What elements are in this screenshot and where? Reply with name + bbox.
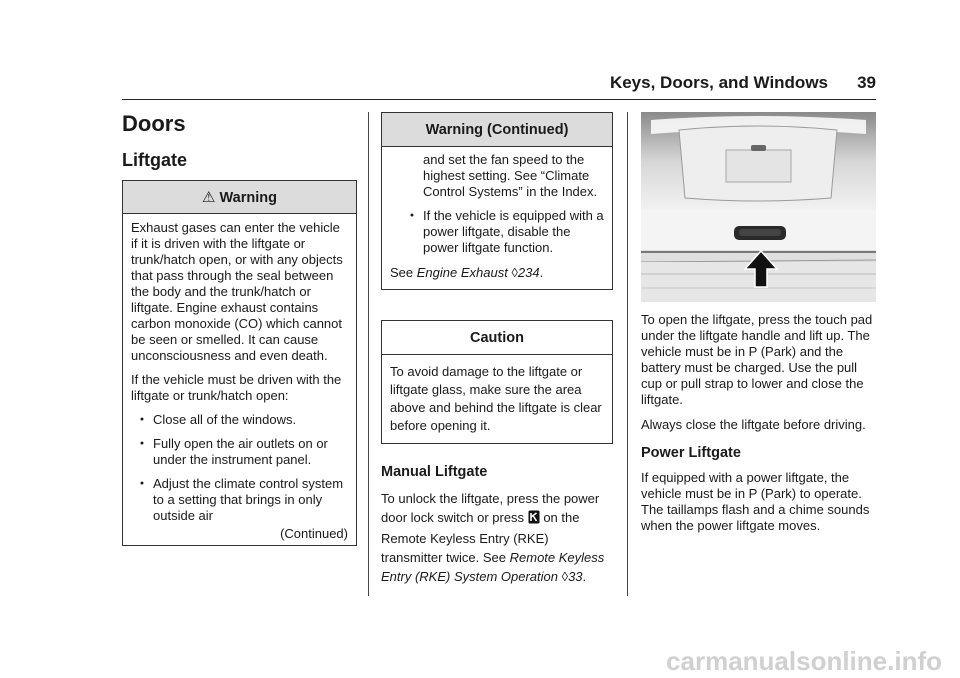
liftgate-photo <box>641 112 876 302</box>
page-ref-icon: ◊ <box>511 265 518 280</box>
warning-box <box>122 180 357 546</box>
unlock-key-icon <box>528 510 540 529</box>
caution-box <box>381 320 613 444</box>
power-liftgate-text: If equipped with a power liftgate, the vehicle must be in P (Park) to operate. The taillamps flash and a chime sounds when the power liftgate moves. <box>641 470 870 533</box>
up-arrow-icon <box>744 250 778 288</box>
list-item <box>131 412 348 428</box>
bullet-text: Fully open the air outlets on or under the instrument panel. <box>153 436 328 467</box>
bullet-icon: ● <box>139 416 145 423</box>
manual-liftgate-text <box>381 489 613 586</box>
see-reference <box>390 265 604 281</box>
see-page: 234 <box>517 265 540 280</box>
column-2 <box>381 112 613 586</box>
warning-continued-text: and set the fan speed to the highest setting. See “Climate Control Systems” in the Index. <box>423 152 598 199</box>
warning-paragraph-1: Exhaust gases can enter the vehicle if it is driven with the liftgate or trunk/hatch open, or with any objects that pass through the seal between the body and the trunk/hatch or liftgate. Engine exhaust contains carbon monoxide (CO) which cannot be seen or smelled. It can cause unconsciousness and even death. <box>131 220 343 363</box>
bullet-text: Adjust the climate control system to a setting that brings in only outside air <box>153 476 344 523</box>
rke-page: 33 <box>568 569 583 584</box>
column-divider-1 <box>368 112 369 596</box>
column-3 <box>641 112 876 534</box>
column-1 <box>122 112 357 546</box>
bullet-icon: ● <box>139 440 145 447</box>
caution-text: To avoid damage to the liftgate or liftgate glass, make sure the area above and behind the liftgate is clear before opening it. <box>390 364 602 433</box>
caution-header: Caution <box>382 321 612 355</box>
warning-title: Warning <box>219 190 277 206</box>
column-divider-2 <box>627 112 628 596</box>
manual-liftgate-heading: Manual Liftgate <box>381 464 488 480</box>
doors-heading: Doors <box>122 111 186 136</box>
page-header <box>122 70 876 100</box>
see-link[interactable]: Engine Exhaust <box>416 265 508 280</box>
list-item <box>390 208 604 256</box>
bullet-text: Close all of the windows. <box>153 412 297 427</box>
open-liftgate-text: To open the liftgate, press the touch pad under the liftgate handle and lift up. The vehicle must be in P (Park) and the battery must be charged. Use the pull cup or pull strap to lower and close the liftgate. <box>641 312 873 407</box>
see-suffix: . <box>539 265 544 280</box>
bullet-icon: ● <box>139 480 145 487</box>
warning-paragraph-2: If the vehicle must be driven with the liftgate or trunk/hatch open: <box>131 372 342 403</box>
bullet-text: If the vehicle is equipped with a power liftgate, disable the power liftgate function. <box>423 208 604 255</box>
watermark: carmanualsonline.info <box>666 646 942 676</box>
liftgate-heading: Liftgate <box>122 150 187 170</box>
continued-label: (Continued) <box>280 526 348 541</box>
warning-continued-box <box>381 112 613 290</box>
page-ref-icon: ◊ <box>561 569 569 584</box>
bullet-icon: ● <box>409 212 415 219</box>
power-liftgate-heading: Power Liftgate <box>641 445 741 461</box>
rke-suffix: . <box>582 569 587 584</box>
manual-text-2: on the Remote Keyless Entry (RKE) transmitter twice. See <box>381 510 580 565</box>
section-title: Keys, Doors, and Windows <box>609 73 828 92</box>
list-item <box>131 476 348 524</box>
manual-text-1: To unlock the liftgate, press the power door lock switch or press <box>381 491 600 525</box>
warning-header <box>123 181 356 214</box>
warning-icon: ⚠ <box>202 189 216 206</box>
page-number: 39 <box>857 73 876 92</box>
list-item <box>131 436 348 468</box>
see-prefix: See <box>390 265 417 280</box>
rke-reference-link[interactable]: Remote Keyless Entry (RKE) System Operation <box>381 550 605 584</box>
warning-continued-header: Warning (Continued) <box>382 113 612 147</box>
close-liftgate-text: Always close the liftgate before driving. <box>641 417 866 432</box>
